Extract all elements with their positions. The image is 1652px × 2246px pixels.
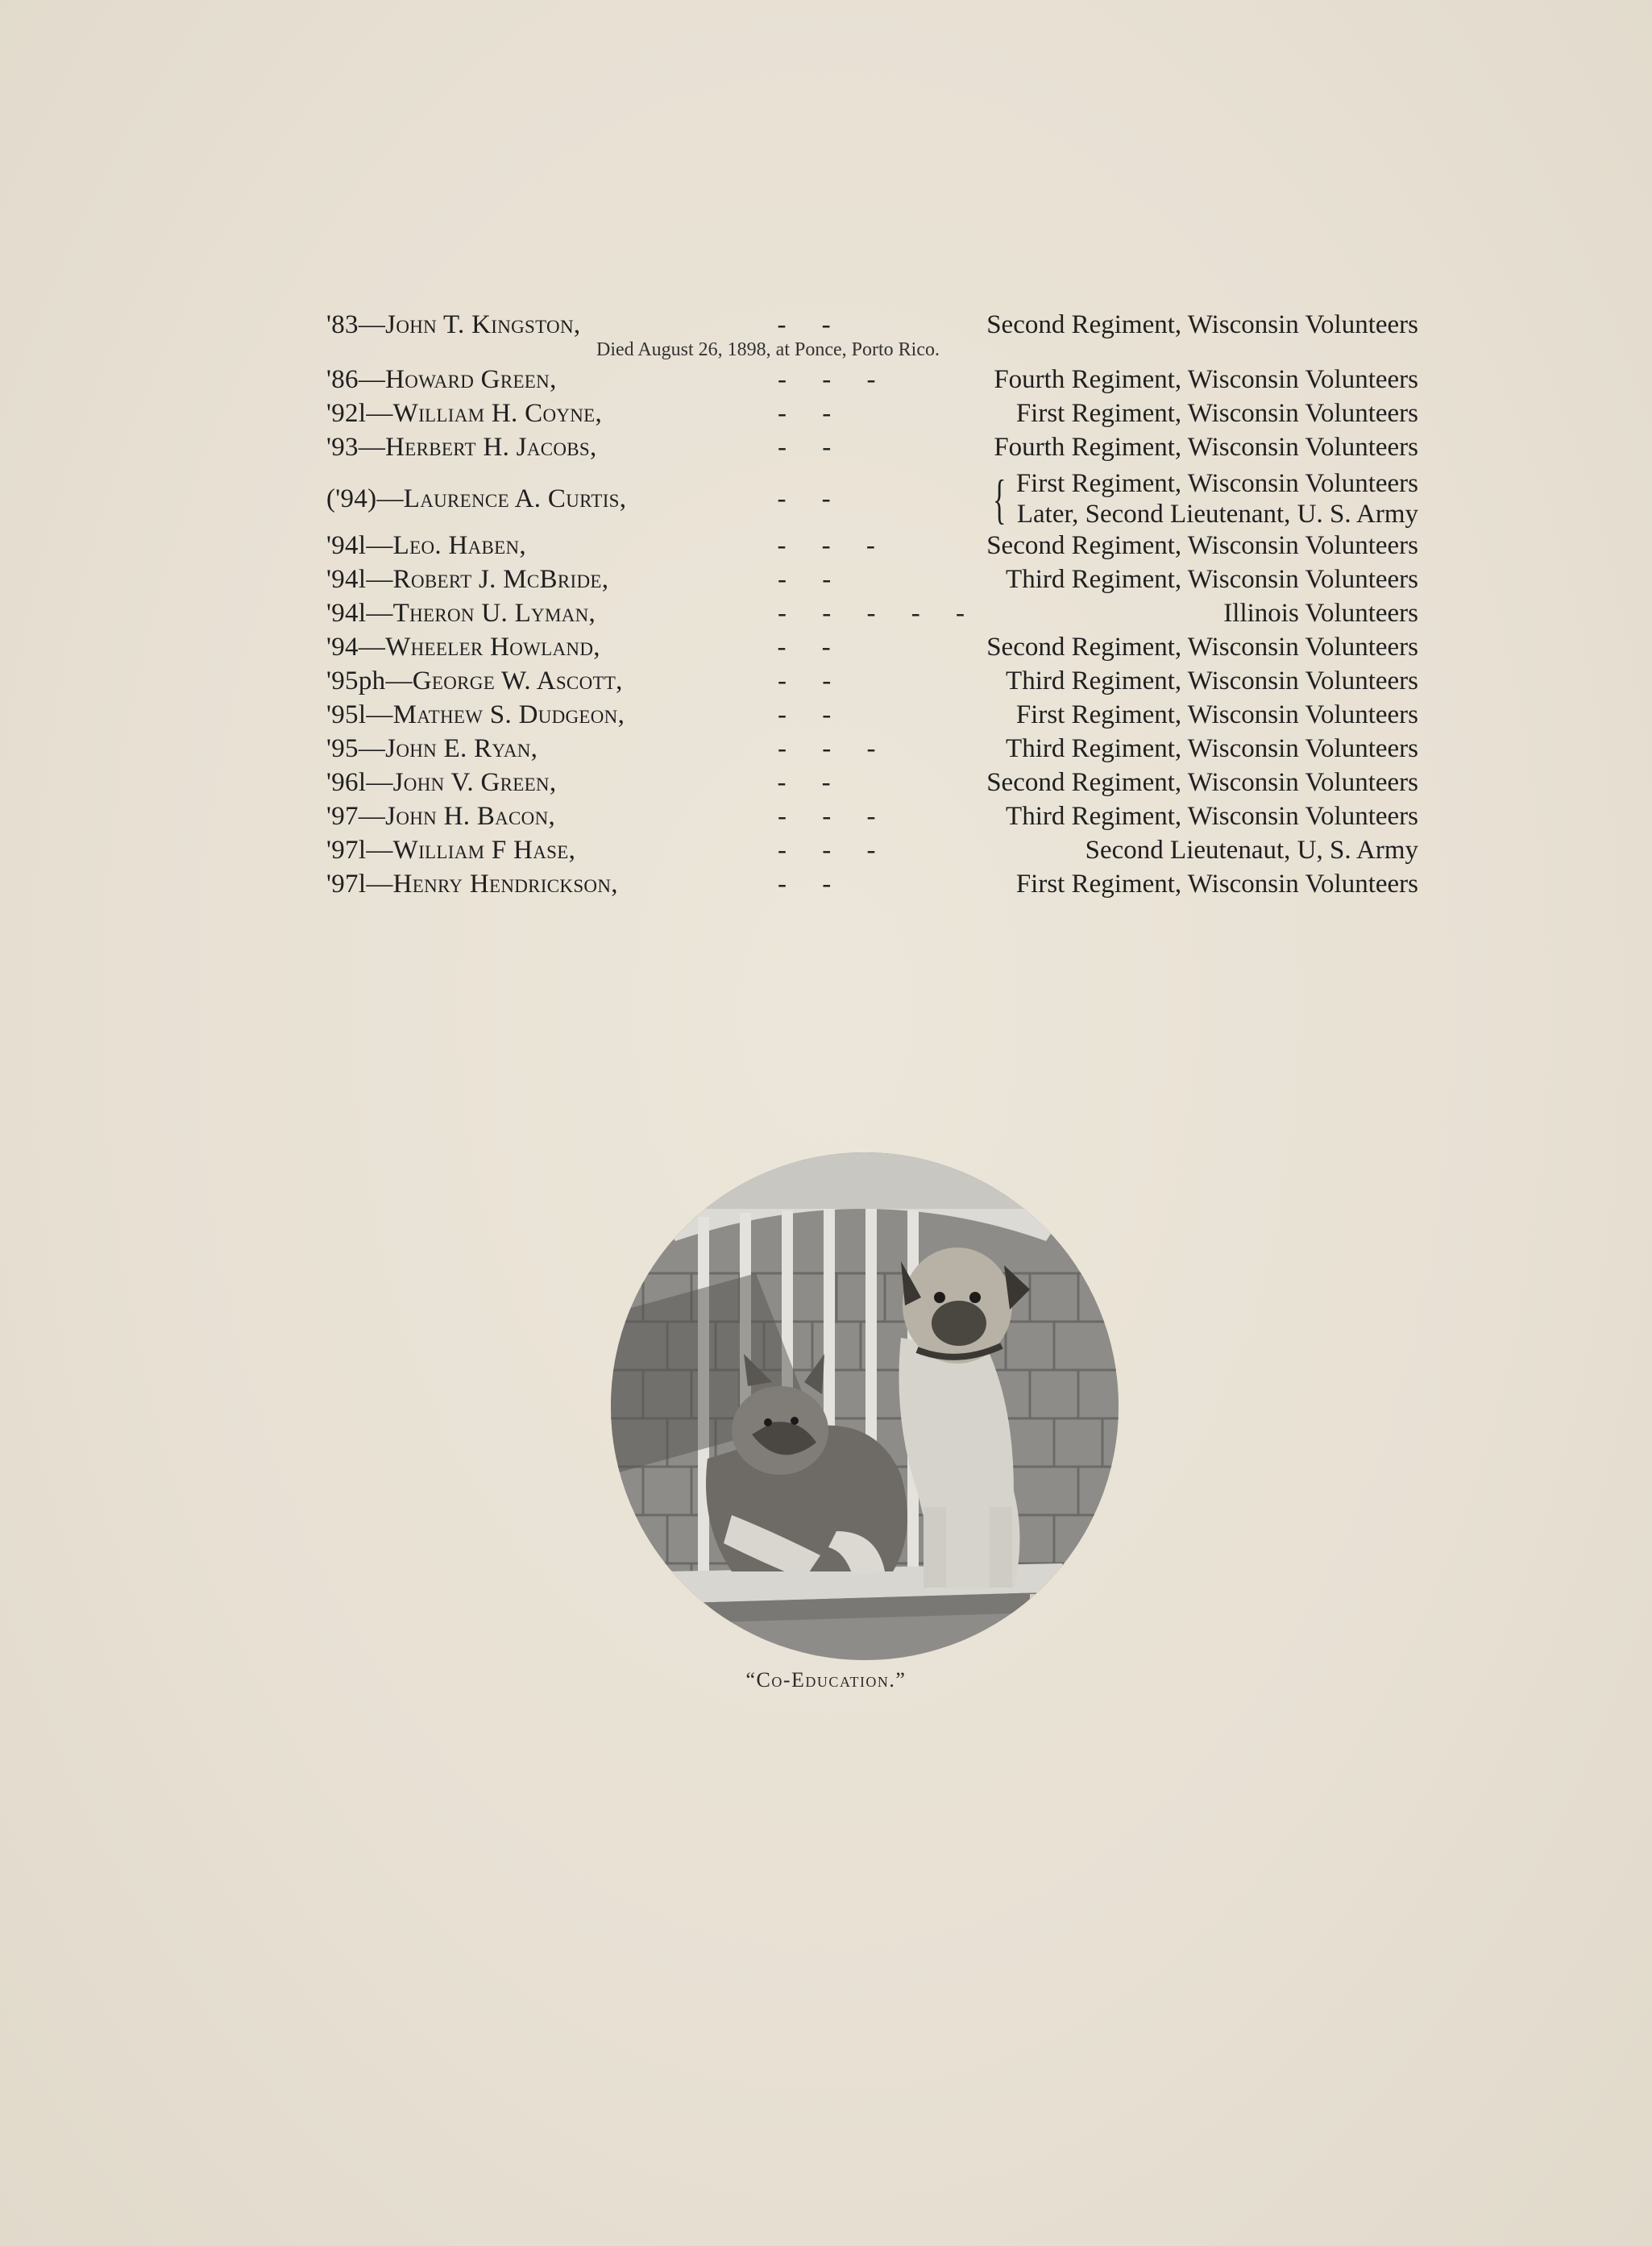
roster-name: '94l—Robert J. McBride, [326, 565, 609, 594]
military-unit: Second Regiment, Wisconsin Volunteers [986, 633, 1418, 662]
roster-row [326, 734, 1418, 768]
roster-name: '93—Herbert H. Jacobs, [326, 433, 597, 462]
military-unit: First Regiment, Wisconsin Volunteers [1015, 870, 1418, 899]
leader-dashes: - - [778, 666, 846, 695]
military-unit: Illinois Volunteers [1223, 599, 1418, 628]
roster-row [326, 467, 1418, 531]
roster-name: '97l—William F Hase, [326, 836, 576, 865]
unit-line: First Regiment, Wisconsin Volunteers [1015, 469, 1418, 498]
person-name: Laurence A. Curtis, [403, 484, 627, 513]
roster-row [326, 836, 1418, 870]
military-unit: Second Lieutenaut, U, S. Army [1085, 836, 1418, 865]
person-name: William F Hase, [392, 836, 576, 865]
military-unit: First Regiment, Wisconsin Volunteers [1015, 399, 1418, 428]
roster-name: '95l—Mathew S. Dudgeon, [326, 700, 625, 729]
class-year: '95l [326, 700, 367, 729]
military-unit: First Regiment, Wisconsin Volunteers [1015, 700, 1418, 729]
class-year: '92l [326, 399, 367, 428]
class-year: '97l [326, 836, 367, 865]
military-unit: Second Regiment, Wisconsin Volunteers [986, 768, 1418, 797]
leader-dashes: - - [778, 565, 846, 594]
roster-row [326, 599, 1418, 633]
unit-stack [1016, 468, 1418, 529]
person-name: Leo. Haben, [392, 531, 526, 560]
leader-dashes: - - [778, 870, 846, 899]
roster-name: '94l—Theron U. Lyman, [326, 599, 596, 628]
leader-dashes: - - [777, 310, 845, 339]
military-unit: Fourth Regiment, Wisconsin Volunteers [994, 365, 1418, 394]
person-name: Mathew S. Dudgeon, [392, 700, 625, 729]
roster-name: '92l—William H. Coyne, [326, 399, 603, 428]
person-name: Howard Green, [385, 365, 557, 394]
unit-line: Later, Second Lieutenant, U. S. Army [1016, 500, 1418, 529]
class-year: '97 [326, 802, 359, 831]
class-year: '93 [326, 433, 359, 462]
class-year: '95 [326, 734, 359, 763]
class-year: '95ph [326, 666, 386, 695]
cat-and-dog-photo [611, 1152, 1119, 1660]
leader-dashes: - - - [778, 836, 890, 865]
leader-dashes: - - [778, 433, 846, 462]
class-year: '94l [326, 599, 367, 628]
roster-name: '86—Howard Green, [326, 365, 557, 394]
person-name: John E. Ryan, [385, 734, 538, 763]
roster-name: '96l—John V. Green, [326, 768, 557, 797]
roster-name: '94l—Leo. Haben, [326, 531, 526, 560]
class-year: '83 [326, 310, 359, 339]
leader-dashes: - - [778, 399, 846, 428]
class-year: '97l [326, 870, 367, 899]
person-name: Henry Hendrickson, [392, 870, 618, 899]
military-unit: Fourth Regiment, Wisconsin Volunteers [994, 433, 1418, 462]
roster-row [326, 565, 1418, 599]
leader-dashes: - - - [777, 531, 890, 560]
class-year: '94l [326, 565, 367, 594]
person-name: Wheeler Howland, [385, 633, 600, 662]
person-name: Theron U. Lyman, [392, 599, 596, 628]
leader-dashes: - - [777, 768, 845, 797]
roster-name: '94—Wheeler Howland, [326, 633, 600, 662]
roster-name: '97l—Henry Hendrickson, [326, 870, 618, 899]
leader-dashes: - - - [778, 365, 890, 394]
military-unit [986, 468, 1418, 529]
class-year: '94 [326, 633, 359, 662]
class-year: '94l [326, 531, 367, 560]
person-name: John T. Kingston, [385, 310, 581, 339]
class-year: '86 [326, 365, 359, 394]
class-year: ('94) [326, 484, 377, 513]
military-unit: Third Regiment, Wisconsin Volunteers [1006, 734, 1418, 763]
military-unit: Third Regiment, Wisconsin Volunteers [1006, 666, 1418, 695]
leader-dashes: - - [778, 700, 846, 729]
leader-dashes: - - - [778, 734, 890, 763]
roster-name: '95ph—George W. Ascott, [326, 666, 623, 695]
military-unit: Second Regiment, Wisconsin Volunteers [986, 310, 1418, 339]
volunteer-roster [326, 310, 1418, 903]
roster-row [326, 700, 1418, 734]
leader-dashes: - - - - - [778, 599, 979, 628]
roster-row [326, 365, 1418, 399]
roster-row [326, 399, 1418, 433]
brace-glyph: { [993, 468, 1007, 529]
leader-dashes: - - [777, 633, 845, 662]
roster-row [326, 666, 1418, 700]
roster-name: '95—John E. Ryan, [326, 734, 538, 763]
person-name: Herbert H. Jacobs, [385, 433, 597, 462]
roster-row [326, 433, 1418, 467]
roster-row [326, 870, 1418, 903]
roster-name: ('94)—Laurence A. Curtis, [326, 484, 627, 513]
roster-row [326, 768, 1418, 802]
class-year: '96l [326, 768, 367, 797]
person-name: George W. Ascott, [412, 666, 623, 695]
roster-row [326, 802, 1418, 836]
roster-name: '97—John H. Bacon, [326, 802, 556, 831]
roster-name: '83—John T. Kingston, [326, 310, 581, 339]
person-name: John H. Bacon, [385, 802, 556, 831]
roster-row [326, 531, 1418, 565]
person-name: Robert J. McBride, [392, 565, 609, 594]
leader-dashes: - - [777, 484, 845, 513]
leader-dashes: - - - [778, 802, 890, 831]
photo-caption: “Co-Education.” [745, 1668, 907, 1692]
military-unit: Second Regiment, Wisconsin Volunteers [986, 531, 1418, 560]
person-name: John V. Green, [392, 768, 557, 797]
military-unit: Third Regiment, Wisconsin Volunteers [1006, 802, 1418, 831]
circular-photo [611, 1152, 1119, 1660]
roster-note: Died August 26, 1898, at Ponce, Porto Rico. [596, 339, 940, 360]
person-name: William H. Coyne, [392, 399, 603, 428]
roster-row [326, 633, 1418, 666]
military-unit: Third Regiment, Wisconsin Volunteers [1006, 565, 1418, 594]
